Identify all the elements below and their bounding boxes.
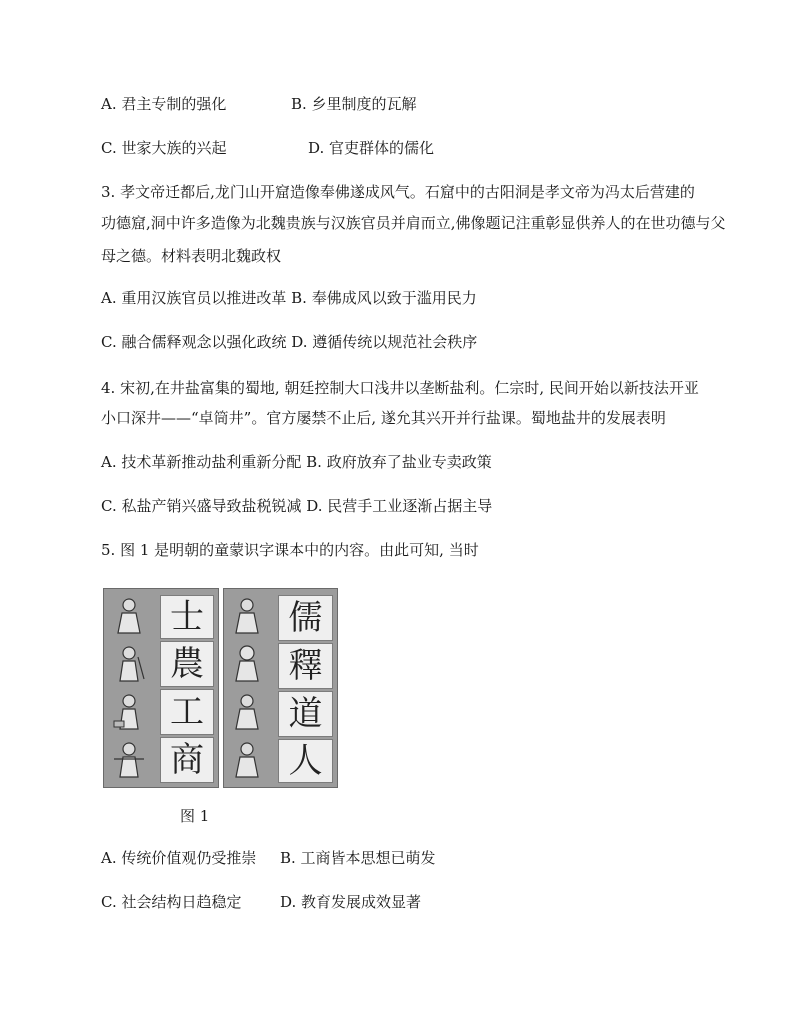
question-5-option-a: A. 传统价值观仍受推崇 — [101, 849, 257, 867]
question-3-options-ab: A. 重用汉族官员以推进改革 B. 奉佛成风以致于滥用民力 — [101, 289, 477, 307]
figure-left-panel — [103, 588, 219, 788]
figure-right-panel — [223, 588, 338, 788]
char-shi: 士 — [160, 595, 214, 639]
figure-1-image — [103, 588, 336, 786]
char-gong: 工 — [160, 689, 214, 735]
question-5-option-d: D. 教育发展成效显著 — [280, 893, 422, 911]
question-4-line-1: 4. 宋初,在井盐富集的蜀地, 朝廷控制大口浅井以垄断盐利。仁宗时, 民间开始以新技法开亚 — [101, 379, 699, 397]
question-4-line-2: 小口深井——“卓筒井”。官方屡禁不止后, 遂允其兴开并行盐课。蜀地盐井的发展表明 — [101, 409, 666, 427]
person-figure-icon — [230, 739, 264, 779]
question-3-options-cd: C. 融合儒释观念以强化政统 D. 遵循传统以规范社会秩序 — [101, 333, 478, 351]
char-nong: 農 — [160, 641, 214, 687]
question-5-stem: 5. 图 1 是明朝的童蒙识字课本中的内容。由此可知, 当时 — [101, 541, 479, 559]
char-ren: 人 — [278, 739, 333, 783]
question-4-options-ab: A. 技术革新推动盐利重新分配 B. 政府放弃了盐业专卖政策 — [101, 453, 492, 471]
char-dao: 道 — [278, 691, 333, 737]
figure-caption: 图 1 — [180, 807, 210, 825]
option-c: C. 世家大族的兴起 — [101, 139, 227, 157]
char-shang: 商 — [160, 737, 214, 783]
question-3-line-3: 母之德。材料表明北魏政权 — [101, 247, 282, 265]
taoist-figure-icon — [230, 691, 264, 731]
char-ru: 儒 — [278, 595, 333, 641]
buddhist-figure-icon — [230, 643, 264, 683]
craftsman-figure-icon — [112, 691, 146, 731]
option-b: B. 乡里制度的瓦解 — [291, 95, 417, 113]
option-a: A. 君主专制的强化 — [101, 95, 227, 113]
question-4-options-cd: C. 私盐产销兴盛导致盐税锐减 D. 民营手工业逐渐占据主导 — [101, 497, 493, 515]
question-5-option-b: B. 工商皆本思想已萌发 — [280, 849, 436, 867]
question-3-line-2: 功德窟,洞中许多造像为北魏贵族与汉族官员并肩而立,佛像题记注重彰显供养人的在世功德与父 — [101, 214, 726, 232]
char-shi-buddhism: 釋 — [278, 643, 333, 689]
option-d: D. 官吏群体的儒化 — [308, 139, 435, 157]
farmer-figure-icon — [112, 643, 146, 683]
question-5-option-c: C. 社会结构日趋稳定 — [101, 893, 242, 911]
merchant-figure-icon — [112, 739, 146, 779]
confucian-figure-icon — [230, 595, 264, 635]
scholar-figure-icon — [112, 595, 146, 635]
question-3-line-1: 3. 孝文帝迁都后,龙门山开窟造像奉佛遂成风气。石窟中的古阳洞是孝文帝为冯太后营建的 — [101, 183, 695, 201]
